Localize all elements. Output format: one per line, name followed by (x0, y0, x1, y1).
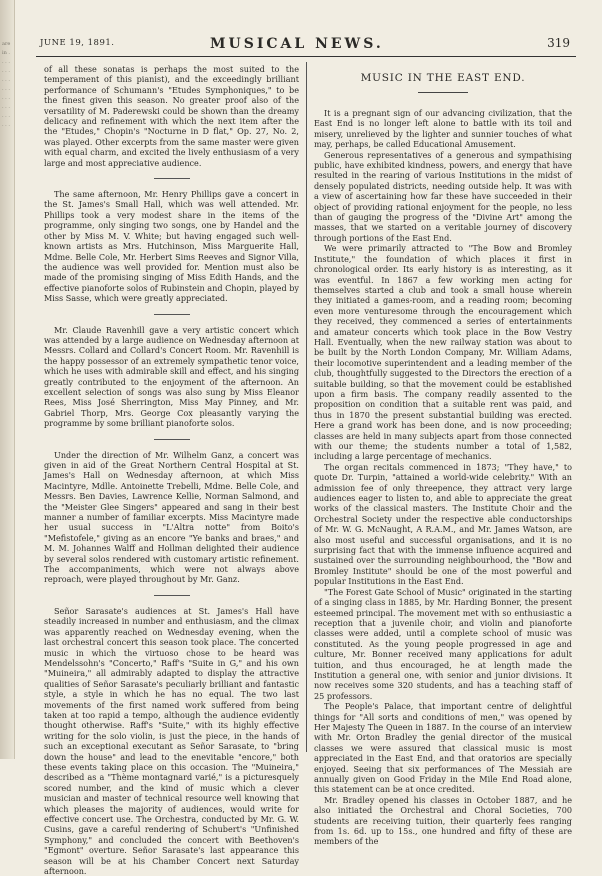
paderewski-paragraph: of all these sonatas is perhaps the most suited to the temperament of this pianist), and the exceedingly brilliant performance of Schumann's "Etudes Symphoniques," to be the finest given this season. No greater proof also of the versatility of M. Paderewski could be shown than the dreamy delicacy and refinement with which the next item after the the "Etudes," Chopin's "Nocturne in D flat," Op. 27, No. 2, was played. Other excerpts from the same master were given with equal charm, and excited the lively enthusiasm of a very large and most appreciative audience. (44, 64, 299, 168)
page-number: 319 (547, 36, 570, 50)
forest-gate-paragraph: "The Forest Gate School of Music" originated in the starting of a singing class in 1885, by Mr. Harding Bonner, the present esteemed principal. The movement met with so enthusiastic a reception that a juvenile choir, and violin and pianoforte classes were added, until a complete school of music was constituted. As the young people progressed in age and culture, Mr. Bonner received many applications for adult tuition, and thus encouraged, he at length made the Institution a general one, with senior and junior divisions. It now receives some 320 students, and has a teaching staff of 25 professors. (314, 586, 572, 701)
page-binding-edge (0, 0, 15, 759)
page-header (40, 36, 570, 54)
intro-paragraph: It is a pregnant sign of our advancing civilization, that the East End is no longer left alone to battle with its toil and misery, unrelieved by the lighter and sunnier touches of what may, perhaps, be called Educational Amusement. (314, 108, 572, 150)
sarasate-paragraph: Señor Sarasate's audiences at St. James's Hall have steadily increased in number and enthusiasm, and the climax was apparently reached on Wednesday evening, when the last orchestral concert this season took place. The concerted music in which the virtuoso chose to be heard was Mendelssohn's "Concerto," Raff's "Suite in G," and his own "Muineira," all admirably adapted to display the attractive qualities of Señor Sarasate's peculiarly brilliant and fantastic style, a style in which he has no equal. The two last movements of the first named work suffered from being taken at too rapid a tempo, although the audience evidently thought otherwise. Raff's "Suite," with its highly effective writing for the solo violin, is just the piece, in the hands of such an exceptional executant as Señor Sarasate, to "bring down the house" and lead to the enevitable "encore," both these events taking place on this occasion. The "Muineira," described as a "Thème montagnard varié," is a picturesquely scored number, and the kind of music which a clever musician and master of technical resource well knowing that which pleases the majority of audiences, would write for effective concert use. The Orchestra, conducted by Mr. G. W. Cusins, gave a careful rendering of Schubert's "Unfinished Symphony," and concluded the concert with Beethoven's "Egmont" overture. Señor Sarasate's last appearance this season will be at his Chamber Concert next Saturday afternoon. (44, 605, 299, 876)
left-column (44, 64, 299, 876)
bow-bromley-paragraph: We were primarily attracted to "The Bow and Bromley Institute," the foundation of which places it first in chronological order. Its early history is as interesting, as it was eventful. In 1867 a few working men acting for themselves started a club and took a small house wherein they initiated a games-room, and a reading room; becoming even more venturesome through the encouragement which they received, they commenced a series of entertainments and amateur concerts which took place in the Bow Vestry Hall. Eventually, when the new railway station was about to be built by the North London Company, Mr. William Adams, their locomotive superintendent and a leading member of the club, thoughtfully suggested to the Directors the erection of a suitable building, so that the movement could be established upon a firm basis. The company readily assented to the proposition on condition that a suitable rent was paid, and thus in 1870 the present substantial building was erected. Here a grand work has been done, and is now proceeding; classes are held in many subjects apart from those connected with our theme; the students number a total of 1,582, including a large percentage of mechanics. (314, 243, 572, 462)
wilhelm-ganz-paragraph: Under the direction of Mr. Wilhelm Ganz, a concert was given in aid of the Great Northern Central Hospital at St. James's Hall on Wednesday afternoon, at which Miss Macintyre, Mdlle. Antoinette Trebelli, Mdme. Belle Cole, and Messrs. Ben Davies, Lawrence Kellie, Norman Salmond, and the "Meister Glee Singers" appeared and sang in their best manner a number of familiar excerpts. Miss Macintyre made her usual success in "L'Altra notte" from Boito's "Mefistofele," giving as an encore "Ye banks and braes," and M. M. Johannes Walff and Hollman delighted their audience by several solos rendered with customary artistic refinement. The accompaniments, which were not always above reproach, were played throughout by Mr. Ganz. (44, 449, 299, 585)
organ-recitals-paragraph: The organ recitals commenced in 1873; "They have," to quote Dr. Turpin, "attained a world-wide celebrity." With an admission fee of only threepence, they attract very large audiences eager to listen to, and able to appreciate the great works of the classical masters. The Institute Choir and the Orchestral Society under the respective able conductorships of Mr. W. G. McNaught, A R.A.M., and Mr. James Watson, are also most useful and successful organisations, and it is no surprising fact that with the immense influence acquired and sustained over the surrounding neighbourhood, the "Bow and Bromley Institute" should be one of the most powerful and popular Institutions in the East End. (314, 461, 572, 587)
henry-phillips-paragraph: The same afternoon, Mr. Henry Phillips gave a concert in the St. James's Small Hall, which was well attended. Mr. Phillips took a very modest share in the items of the programme, only singing two songs, one by Handel and the other by Miss M. V. White; but having engaged such well-known artists as Mrs. Hutchinson, Miss Marguerite Hall, Mdme. Belle Cole, Mr. Herbert Sims Reeves and Signor Villa, the audience was well provided for. Mention must also be made of the promising singing of Miss Edith Hands, and the effective pianoforte solos of Rubinstein and Chopin, played by Miss Sasse, which were greatly appreciated. (44, 189, 299, 304)
section-separator (154, 178, 190, 179)
right-column (314, 108, 572, 847)
header-rule (36, 56, 576, 57)
peoples-palace-paragraph: The People's Palace, that important centre of delightful things for "All sorts and conditions of men," was opened by Her Majesty The Queen in 1887. In the course of an interview with Mr. Orton Bradley the genial director of the musical classes we were assured that classical music is most appreciated in the East End, and that oratorios are specially enjoyed. Seeing that six performances of The Messiah are annually given on Good Friday in the Mile End Road alone, this statement can be at once credited. (314, 701, 572, 795)
bradley-paragraph: Mr. Bradley opened his classes in October 1887, and he also initiated the Orchestral and Choral Societies, 700 students are receiving tuition, their quarterly fees ranging from 1s. 6d. up to 15s., one hundred and fifty of these are members of the (314, 794, 572, 847)
institutions-paragraph: Generous representatives of a generous and sympathising public, have exhibited kindness, powers, and energy that have resulted in the rearing of various Institutions in the midst of densely populated districts, needing outside help. It was with a view of ascertaining how far these have succeeded in their object of providing rational enjoyment for the people, no less than of gauging the progress of the "Divine Art" among the masses, that we started on a veritable journey of discovery through portions of the East End. (314, 149, 572, 243)
article-title: MUSIC IN THE EAST END. (360, 72, 526, 84)
margin-bleed-text: are in . . . . . . . . . . . . . . . . . . . . . . . . . (2, 41, 11, 128)
section-separator (154, 314, 190, 315)
section-separator (154, 595, 190, 596)
section-separator (154, 439, 190, 440)
publication-title: MUSICAL NEWS. (210, 36, 384, 52)
title-rule (418, 92, 468, 93)
issue-date: JUNE 19, 1891. (40, 38, 115, 48)
claude-ravenhill-paragraph: Mr. Claude Ravenhill gave a very artistic concert which was attended by a large audience on Wednesday afternoon at Messrs. Collard and Collard's Concert Room. Mr. Ravenhill is the happy possessor of an extremely sympathetic tenor voice, which he uses with admirable skill and effect, and his singing greatly contributed to the enjoyment of the afternoon. An excellent selection of songs was also sung by Miss Eleanor Rees, Miss José Sherrington, Miss May Pinney, and Mr. Gabriel Thorp, Mrs. George Cox pleasantly varying the programme by some brilliant pianoforte solos. (44, 324, 299, 429)
column-divider (306, 62, 307, 752)
